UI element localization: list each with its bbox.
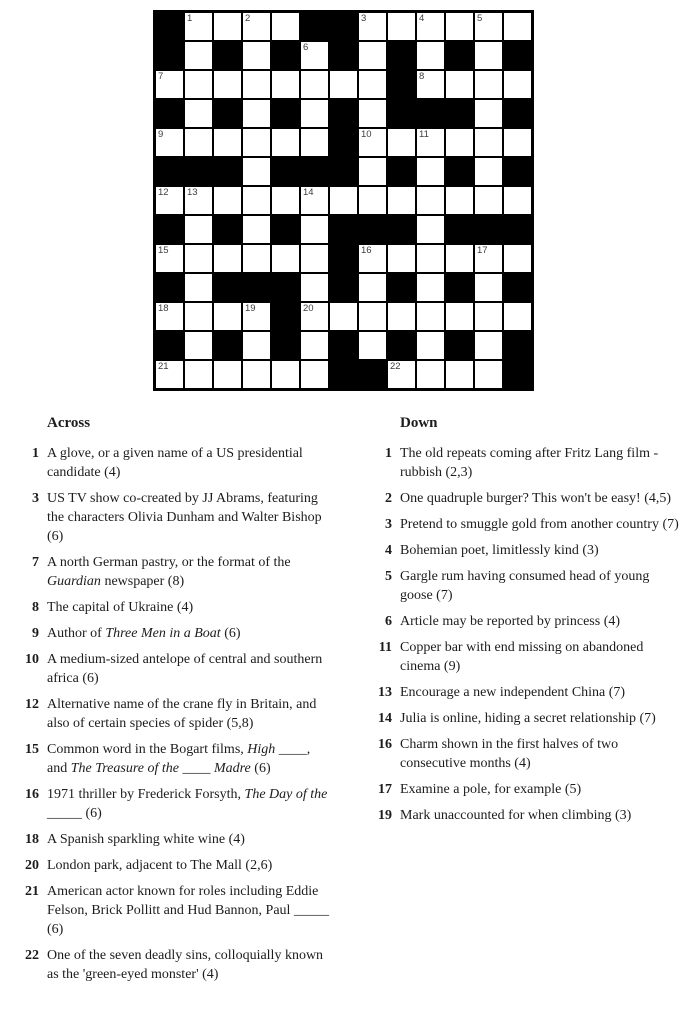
grid-cell-black (213, 215, 242, 244)
grid-cell-white[interactable] (300, 186, 329, 215)
grid-cell-black (503, 331, 532, 360)
grid-cell-white[interactable] (474, 41, 503, 70)
cell-number: 19 (245, 303, 256, 314)
clue-text: The capital of Ukraine (4) (47, 600, 194, 615)
clue-number: 14 (378, 711, 392, 726)
clue-item (368, 780, 689, 799)
grid-cell-black (271, 215, 300, 244)
clue-number: 3 (385, 517, 392, 532)
grid-cell-black (329, 12, 358, 41)
clue-number: 1 (385, 446, 392, 461)
clue-number: 7 (32, 555, 39, 570)
clue-item (20, 650, 342, 688)
grid-cell-white[interactable] (271, 360, 300, 389)
grid-cell-white[interactable] (271, 70, 300, 99)
grid-cell-white[interactable] (416, 12, 445, 41)
grid-cell-white[interactable] (474, 70, 503, 99)
grid-cell-white[interactable] (184, 12, 213, 41)
clue-number: 6 (385, 614, 392, 629)
grid-cell-white[interactable] (358, 70, 387, 99)
grid-cell-white[interactable] (474, 273, 503, 302)
clue-number: 8 (32, 600, 39, 615)
grid-cell-white[interactable] (387, 128, 416, 157)
grid-cell-black (445, 99, 474, 128)
grid-cell-white[interactable] (184, 273, 213, 302)
grid-cell-white[interactable] (416, 70, 445, 99)
clue-text: US TV show co-created by JJ Abrams, featuring the characters Olivia Dunham and Walter Bishop (6) (47, 491, 322, 544)
grid-cell-black (329, 128, 358, 157)
grid-cell-white[interactable] (416, 157, 445, 186)
clue-text: Pretend to smuggle gold from another country (7) (400, 517, 679, 532)
grid-cell-white[interactable] (503, 70, 532, 99)
grid-cell-white[interactable] (445, 128, 474, 157)
clue-number: 1 (32, 446, 39, 461)
down-section (368, 414, 689, 832)
clue-item (20, 553, 342, 591)
grid-cell-black (271, 331, 300, 360)
grid-cell-white[interactable] (300, 244, 329, 273)
grid-cell-white[interactable] (474, 244, 503, 273)
grid-cell-white[interactable] (474, 360, 503, 389)
grid-cell-black (213, 99, 242, 128)
grid-cell-white[interactable] (387, 12, 416, 41)
grid-cell-black (329, 157, 358, 186)
grid-cell-white[interactable] (184, 186, 213, 215)
grid-cell-black (329, 331, 358, 360)
across-clue-list (20, 444, 342, 991)
grid-cell-white[interactable] (213, 244, 242, 273)
grid-cell-white[interactable] (242, 186, 271, 215)
clue-item (368, 489, 689, 508)
clue-item (368, 567, 689, 605)
grid-cell-white[interactable] (474, 186, 503, 215)
grid-cell-white[interactable] (242, 12, 271, 41)
grid-cell-white[interactable] (184, 244, 213, 273)
grid-cell-white[interactable] (242, 215, 271, 244)
clue-item (20, 946, 342, 984)
grid-cell-white[interactable] (155, 244, 184, 273)
grid-cell-white[interactable] (155, 70, 184, 99)
grid-cell-white[interactable] (387, 360, 416, 389)
grid-cell-white[interactable] (213, 128, 242, 157)
grid-cell-black (213, 157, 242, 186)
grid-cell-white[interactable] (445, 12, 474, 41)
clue-item (20, 598, 342, 617)
grid-cell-black (213, 331, 242, 360)
clue-number: 21 (25, 884, 39, 899)
grid-cell-black (155, 41, 184, 70)
grid-cell-white[interactable] (271, 244, 300, 273)
grid-cell-black (329, 99, 358, 128)
clue-item (368, 709, 689, 728)
grid-cell-white[interactable] (184, 99, 213, 128)
cell-number: 5 (477, 13, 483, 24)
grid-cell-black (503, 273, 532, 302)
grid-cell-black (445, 157, 474, 186)
clue-item (368, 541, 689, 560)
grid-cell-white[interactable] (242, 360, 271, 389)
grid-cell-white[interactable] (474, 302, 503, 331)
clue-item (368, 735, 689, 773)
grid-cell-white[interactable] (503, 12, 532, 41)
grid-cell-black (242, 273, 271, 302)
grid-cell-white[interactable] (387, 244, 416, 273)
grid-cell-white[interactable] (358, 244, 387, 273)
grid-cell-black (503, 215, 532, 244)
grid-cell-white[interactable] (184, 360, 213, 389)
clue-number: 22 (25, 948, 39, 963)
grid-cell-white[interactable] (445, 70, 474, 99)
clue-text: American actor known for roles including Eddie Felson, Brick Pollitt and Hud Bannon, Paul _____ (6) (47, 884, 329, 937)
grid-cell-black (300, 157, 329, 186)
grid-cell-white[interactable] (416, 128, 445, 157)
clue-number: 12 (25, 697, 39, 712)
grid-cell-white[interactable] (213, 302, 242, 331)
clue-number: 17 (378, 782, 392, 797)
clue-item (368, 638, 689, 676)
grid-cell-white[interactable] (329, 302, 358, 331)
grid-cell-black (271, 41, 300, 70)
grid-cell-white[interactable] (474, 128, 503, 157)
cell-number: 7 (158, 71, 164, 82)
grid-cell-black (329, 244, 358, 273)
grid-cell-white[interactable] (503, 186, 532, 215)
clue-number: 10 (25, 652, 39, 667)
grid-cell-white[interactable] (242, 41, 271, 70)
clue-text: Author of Three Men in a Boat (6) (47, 626, 241, 641)
grid-cell-white[interactable] (184, 215, 213, 244)
clues-section (0, 414, 689, 991)
clue-text: A glove, or a given name of a US presidential candidate (4) (47, 446, 303, 480)
down-title: Down (400, 415, 438, 431)
grid-cell-white[interactable] (358, 157, 387, 186)
grid-cell-white[interactable] (445, 186, 474, 215)
clue-number: 2 (385, 491, 392, 506)
grid-cell-black (503, 41, 532, 70)
grid-cell-black (271, 273, 300, 302)
grid-cell-white[interactable] (358, 186, 387, 215)
grid-cell-white[interactable] (416, 215, 445, 244)
grid-cell-white[interactable] (358, 12, 387, 41)
clue-text: Alternative name of the crane fly in Britain, and also of certain species of spider (5,8) (47, 697, 317, 731)
grid-cell-white[interactable] (474, 157, 503, 186)
clue-item (20, 856, 342, 875)
clue-item (20, 444, 342, 482)
grid-cell-white[interactable] (358, 273, 387, 302)
grid-cell-black (300, 12, 329, 41)
grid-cell-black (445, 273, 474, 302)
grid-cell-black (445, 331, 474, 360)
grid-cell-white[interactable] (445, 360, 474, 389)
grid-cell-white[interactable] (300, 331, 329, 360)
grid-cell-white[interactable] (300, 360, 329, 389)
clue-item (20, 740, 342, 778)
cell-number: 3 (361, 13, 367, 24)
grid-cell-white[interactable] (271, 12, 300, 41)
clue-text: One quadruple burger? This won't be easy! (4,5) (400, 491, 672, 506)
grid-cell-black (155, 99, 184, 128)
cell-number: 22 (390, 361, 401, 372)
grid-cell-white[interactable] (242, 331, 271, 360)
clue-text: Common word in the Bogart films, High ____, and The Treasure of the ____ Madre (6) (47, 742, 311, 776)
grid-cell-black (503, 99, 532, 128)
grid-cell-black (387, 99, 416, 128)
grid-cell-black (155, 215, 184, 244)
grid-cell-black (184, 157, 213, 186)
clue-number: 4 (385, 543, 392, 558)
grid-cell-black (271, 157, 300, 186)
grid-cell-white[interactable] (445, 302, 474, 331)
grid-cell-white[interactable] (213, 12, 242, 41)
grid-cell-white[interactable] (300, 273, 329, 302)
grid-cell-white[interactable] (503, 302, 532, 331)
grid-cell-white[interactable] (184, 41, 213, 70)
clue-text: One of the seven deadly sins, colloquially known as the 'green-eyed monster' (4) (47, 948, 324, 982)
grid-cell-black (155, 273, 184, 302)
clue-item (368, 515, 689, 534)
grid-cell-black (416, 99, 445, 128)
grid-cell-white[interactable] (416, 244, 445, 273)
grid-cell-white[interactable] (300, 41, 329, 70)
clue-number: 20 (25, 858, 39, 873)
grid-cell-white[interactable] (387, 302, 416, 331)
clue-item (20, 785, 342, 823)
grid-cell-white[interactable] (416, 273, 445, 302)
grid-cell-white[interactable] (445, 244, 474, 273)
grid-cell-white[interactable] (271, 186, 300, 215)
grid-cell-white[interactable] (300, 128, 329, 157)
grid-cell-black (445, 215, 474, 244)
clue-text: A medium-sized antelope of central and southern africa (6) (47, 652, 323, 686)
grid-cell-white[interactable] (503, 128, 532, 157)
grid-cell-black (474, 215, 503, 244)
clue-number: 16 (25, 787, 39, 802)
grid-cell-white[interactable] (155, 360, 184, 389)
clue-number: 13 (378, 685, 392, 700)
grid-cell-white[interactable] (358, 128, 387, 157)
grid-cell-white[interactable] (184, 128, 213, 157)
cell-number: 20 (303, 303, 314, 314)
across-title: Across (47, 415, 91, 431)
grid-cell-white[interactable] (358, 99, 387, 128)
across-section (20, 414, 342, 991)
grid-cell-black (213, 273, 242, 302)
grid-cell-black (387, 70, 416, 99)
clue-number: 9 (32, 626, 39, 641)
clue-item (368, 683, 689, 702)
grid-cell-white[interactable] (300, 302, 329, 331)
grid-cell-black (155, 331, 184, 360)
grid-cell-white[interactable] (474, 12, 503, 41)
cell-number: 6 (303, 42, 309, 53)
grid-cell-white[interactable] (242, 244, 271, 273)
grid-cell-white[interactable] (213, 360, 242, 389)
grid-cell-white[interactable] (271, 128, 300, 157)
clue-text: Article may be reported by princess (4) (400, 614, 621, 629)
cell-number: 4 (419, 13, 425, 24)
clue-number: 11 (378, 640, 392, 655)
grid-cell-white[interactable] (213, 186, 242, 215)
grid-cell-white[interactable] (329, 70, 358, 99)
clue-item (20, 624, 342, 643)
grid-cell-white[interactable] (474, 331, 503, 360)
cell-number: 15 (158, 245, 169, 256)
clue-item (368, 444, 689, 482)
grid-cell-black (387, 157, 416, 186)
clue-text: Julia is online, hiding a secret relationship (7) (400, 711, 656, 726)
cell-number: 16 (361, 245, 372, 256)
clue-text: The old repeats coming after Fritz Lang film - rubbish (2,3) (400, 446, 659, 480)
grid-cell-white[interactable] (242, 128, 271, 157)
grid-cell-white[interactable] (300, 215, 329, 244)
grid-cell-white[interactable] (155, 186, 184, 215)
grid-cell-black (387, 331, 416, 360)
cell-number: 12 (158, 187, 169, 198)
clue-number: 15 (25, 742, 39, 757)
clue-text: Charm shown in the first halves of two consecutive months (4) (400, 737, 619, 771)
clue-text: A Spanish sparkling white wine (4) (47, 832, 245, 847)
clue-item (368, 612, 689, 631)
cell-number: 18 (158, 303, 169, 314)
grid-cell-black (387, 215, 416, 244)
clue-item (20, 489, 342, 546)
clue-item (20, 695, 342, 733)
grid-cell-black (503, 360, 532, 389)
grid-cell-white[interactable] (416, 186, 445, 215)
grid-cell-black (155, 157, 184, 186)
grid-cell-white[interactable] (242, 157, 271, 186)
grid-cell-white[interactable] (184, 302, 213, 331)
crossword-grid (153, 10, 534, 391)
grid-cell-black (387, 41, 416, 70)
cell-number: 21 (158, 361, 169, 372)
clue-text: Mark unaccounted for when climbing (3) (400, 808, 632, 823)
grid-cell-black (329, 273, 358, 302)
grid-cell-white[interactable] (416, 331, 445, 360)
grid-cell-black (271, 302, 300, 331)
cell-number: 17 (477, 245, 488, 256)
grid-cell-black (503, 157, 532, 186)
grid-cell-black (358, 360, 387, 389)
grid-cell-black (329, 215, 358, 244)
clue-number: 19 (378, 808, 392, 823)
cell-number: 10 (361, 129, 372, 140)
grid-cell-black (271, 99, 300, 128)
clue-text: Gargle rum having consumed head of young goose (7) (400, 569, 650, 603)
grid-cell-white[interactable] (155, 128, 184, 157)
grid-cell-white[interactable] (184, 70, 213, 99)
clue-number: 3 (32, 491, 39, 506)
clue-text: Bohemian poet, limitlessly kind (3) (400, 543, 599, 558)
grid-cell-white[interactable] (329, 186, 358, 215)
clue-text: London park, adjacent to The Mall (2,6) (47, 858, 273, 873)
cell-number: 9 (158, 129, 164, 140)
cell-number: 1 (187, 13, 193, 24)
grid-cell-black (358, 215, 387, 244)
down-clue-list (368, 444, 689, 832)
grid-cell-white[interactable] (416, 302, 445, 331)
clue-item (20, 882, 342, 939)
grid-cell-white[interactable] (358, 302, 387, 331)
grid-cell-white[interactable] (300, 70, 329, 99)
clue-item (20, 830, 342, 849)
clue-text: Examine a pole, for example (5) (400, 782, 582, 797)
grid-cell-white[interactable] (358, 331, 387, 360)
grid-cell-black (155, 12, 184, 41)
grid-cell-white[interactable] (503, 244, 532, 273)
grid-cell-white[interactable] (416, 41, 445, 70)
clue-text: Copper bar with end missing on abandoned cinema (9) (400, 640, 644, 674)
grid-cell-white[interactable] (300, 99, 329, 128)
grid-cell-white[interactable] (242, 99, 271, 128)
grid-cell-white[interactable] (213, 70, 242, 99)
clue-text: Encourage a new independent China (7) (400, 685, 626, 700)
grid-cell-white[interactable] (242, 302, 271, 331)
clue-number: 16 (378, 737, 392, 752)
grid-cell-black (213, 41, 242, 70)
clue-number: 18 (25, 832, 39, 847)
clue-number: 5 (385, 569, 392, 584)
clue-text: A north German pastry, or the format of the Guardian newspaper (8) (47, 555, 291, 589)
grid-cell-black (329, 41, 358, 70)
cell-number: 8 (419, 71, 425, 82)
grid-cell-black (445, 41, 474, 70)
clue-item (368, 806, 689, 825)
grid-cell-black (329, 360, 358, 389)
cell-number: 14 (303, 187, 314, 198)
grid-cell-white[interactable] (416, 360, 445, 389)
cell-number: 2 (245, 13, 251, 24)
grid-cell-white[interactable] (184, 331, 213, 360)
grid-cell-black (387, 273, 416, 302)
grid-cell-white[interactable] (155, 302, 184, 331)
grid-cell-white[interactable] (474, 99, 503, 128)
grid-cell-white[interactable] (387, 186, 416, 215)
grid-cell-white[interactable] (242, 70, 271, 99)
cell-number: 13 (187, 187, 198, 198)
grid-cell-white[interactable] (358, 41, 387, 70)
clue-text: 1971 thriller by Frederick Forsyth, The Day of the _____ (6) (47, 787, 328, 821)
cell-number: 11 (419, 129, 429, 140)
